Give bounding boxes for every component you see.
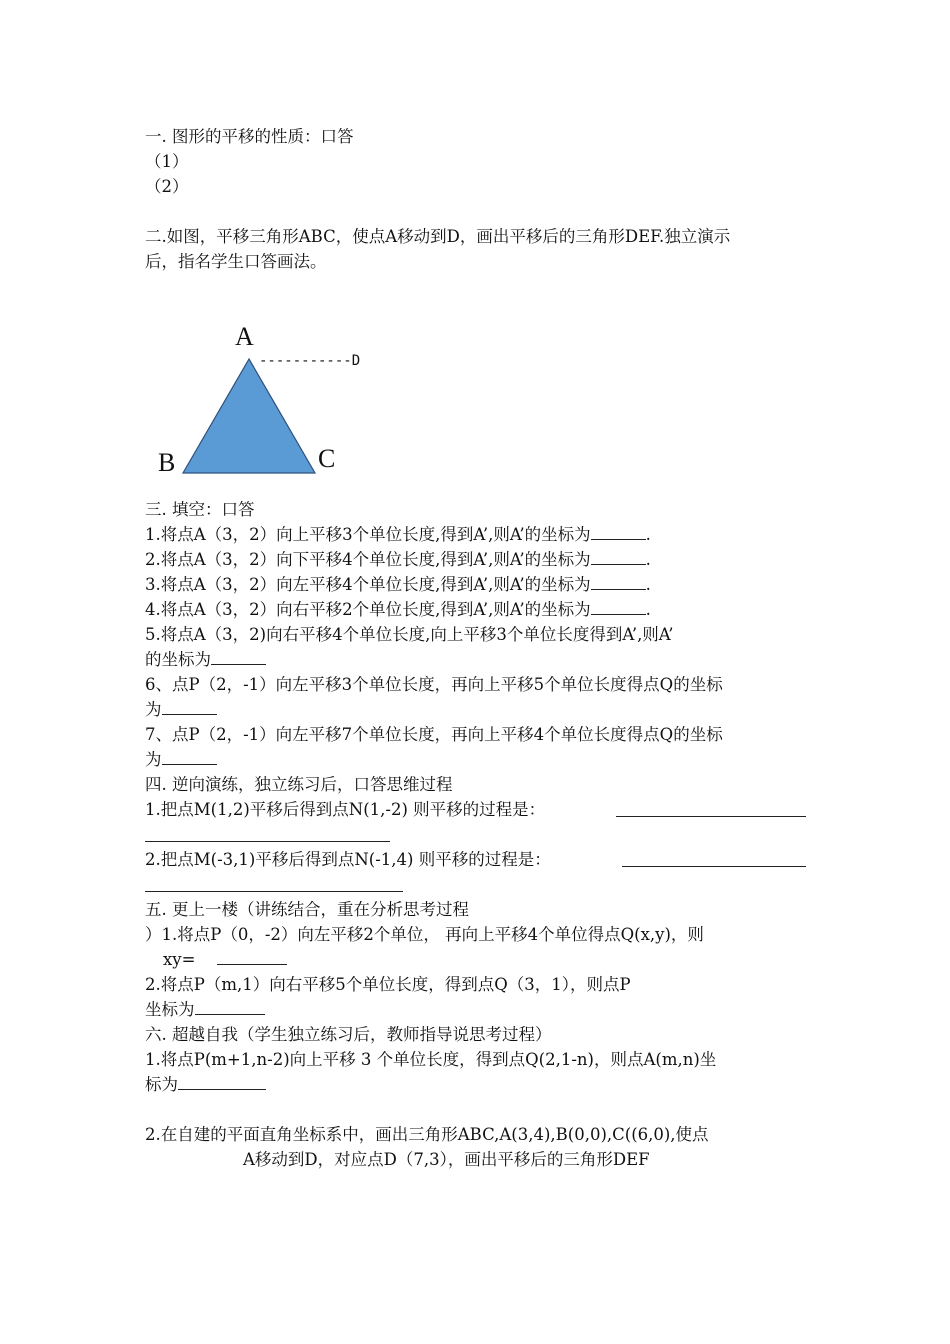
answer-blank [162, 699, 217, 715]
section6-title: 六. 超越自我（学生独立练习后，教师指导说思考过程） [145, 1025, 552, 1044]
answer-blank [217, 949, 287, 965]
section3-question-2 [145, 549, 651, 571]
vertex-label-c: C [318, 444, 336, 473]
q-text: 2.将点A（3，2）向下平移4个单位长度,得到A’,则A’的坐标为 [145, 550, 591, 569]
dashed-line-to-d: -----------D [259, 353, 361, 369]
section6-question-1a: 1.将点P(m+1,n-2)向上平移 3 个单位长度，得到点Q(2,1-n)，则点A(m,n)坐 [145, 1050, 717, 1069]
section5-question-1a: ）1.将点P（0，-2）向左平移2个单位， 再向上平移4个单位得点Q(x,y)，则 [145, 925, 704, 944]
section3-question-4 [145, 599, 651, 621]
section3-question-7a: 7、点P（2，-1）向左平移7个单位长度，再向上平移4个单位长度得点Q的坐标 [145, 725, 723, 744]
section6-question-1b [145, 1074, 266, 1096]
period: . [645, 550, 651, 569]
section5-title: 五. 更上一楼（讲练结合，重在分析思考过程 [145, 900, 469, 919]
section3-question-6b [145, 699, 217, 721]
section6-question-2a: 2.在自建的平面直角坐标系中，画出三角形ABC,A(3,4),B(0,0),C((6,0),使点 [145, 1125, 709, 1144]
q-text: 为 [145, 750, 162, 769]
answer-blank [591, 524, 646, 540]
q-text: 标为 [145, 1075, 178, 1094]
section3-question-1 [145, 524, 651, 546]
section3-question-3 [145, 574, 651, 596]
section1-item-1: （1） [145, 152, 189, 171]
answer-blank [178, 1074, 266, 1090]
answer-blank [591, 599, 646, 615]
section2-line-1: 二.如图，平移三角形ABC，使点A移动到D，画出平移后的三角形DEF.独立演示 [145, 227, 731, 246]
q-text: 的坐标为 [145, 650, 211, 669]
section3-question-6a: 6、点P（2，-1）向左平移3个单位长度，再向上平移5个单位长度得点Q的坐标 [145, 675, 723, 694]
vertex-label-a: A [235, 322, 254, 351]
period: . [645, 575, 651, 594]
triangle-figure [150, 320, 410, 485]
q-text: xy= [163, 950, 196, 969]
q-text: 1.将点A（3，2）向上平移3个单位长度,得到A’,则A’的坐标为 [145, 525, 591, 544]
section6-question-2b: A移动到D，对应点D（7,3），画出平移后的三角形DEF [243, 1150, 650, 1169]
answer-blank [616, 816, 806, 817]
answer-blank [145, 841, 390, 842]
q-text: 3.将点A（3，2）向左平移4个单位长度,得到A’,则A’的坐标为 [145, 575, 591, 594]
section1-item-2: （2） [145, 177, 189, 196]
answer-blank [211, 649, 266, 665]
section4-question-2: 2.把点M(-3,1)平移后得到点N(-1,4) 则平移的过程是： [145, 850, 551, 869]
section5-question-1b [163, 949, 287, 971]
triangle-svg [150, 320, 410, 485]
answer-blank [591, 549, 646, 565]
section3-question-5b [145, 649, 266, 671]
q-text: 4.将点A（3，2）向右平移2个单位长度,得到A’,则A’的坐标为 [145, 600, 591, 619]
answer-blank [591, 574, 646, 590]
section3-question-5a: 5.将点A（3，2)向右平移4个单位长度,向上平移3个单位长度得到A’,则A’ [145, 625, 674, 644]
answer-blank [195, 999, 265, 1015]
section3-title: 三. 填空：口答 [145, 500, 255, 519]
section2-line-2: 后，指名学生口答画法。 [145, 252, 327, 271]
vertex-label-b: B [158, 448, 176, 477]
q-text: 为 [145, 700, 162, 719]
q-text: 坐标为 [145, 1000, 195, 1019]
answer-blank [145, 891, 403, 892]
answer-blank [162, 749, 217, 765]
triangle-abc [183, 359, 315, 473]
period: . [645, 525, 651, 544]
section1-title: 一. 图形的平移的性质：口答 [145, 127, 354, 146]
section4-question-1: 1.把点M(1,2)平移后得到点N(1,-2) 则平移的过程是： [145, 800, 546, 819]
section3-question-7b [145, 749, 217, 771]
section4-title: 四. 逆向演练，独立练习后，口答思维过程 [145, 775, 453, 794]
section5-question-2b [145, 999, 265, 1021]
answer-blank [622, 866, 806, 867]
section5-question-2a: 2.将点P（m,1）向右平移5个单位长度，得到点Q（3，1），则点P [145, 975, 631, 994]
period: . [645, 600, 651, 619]
